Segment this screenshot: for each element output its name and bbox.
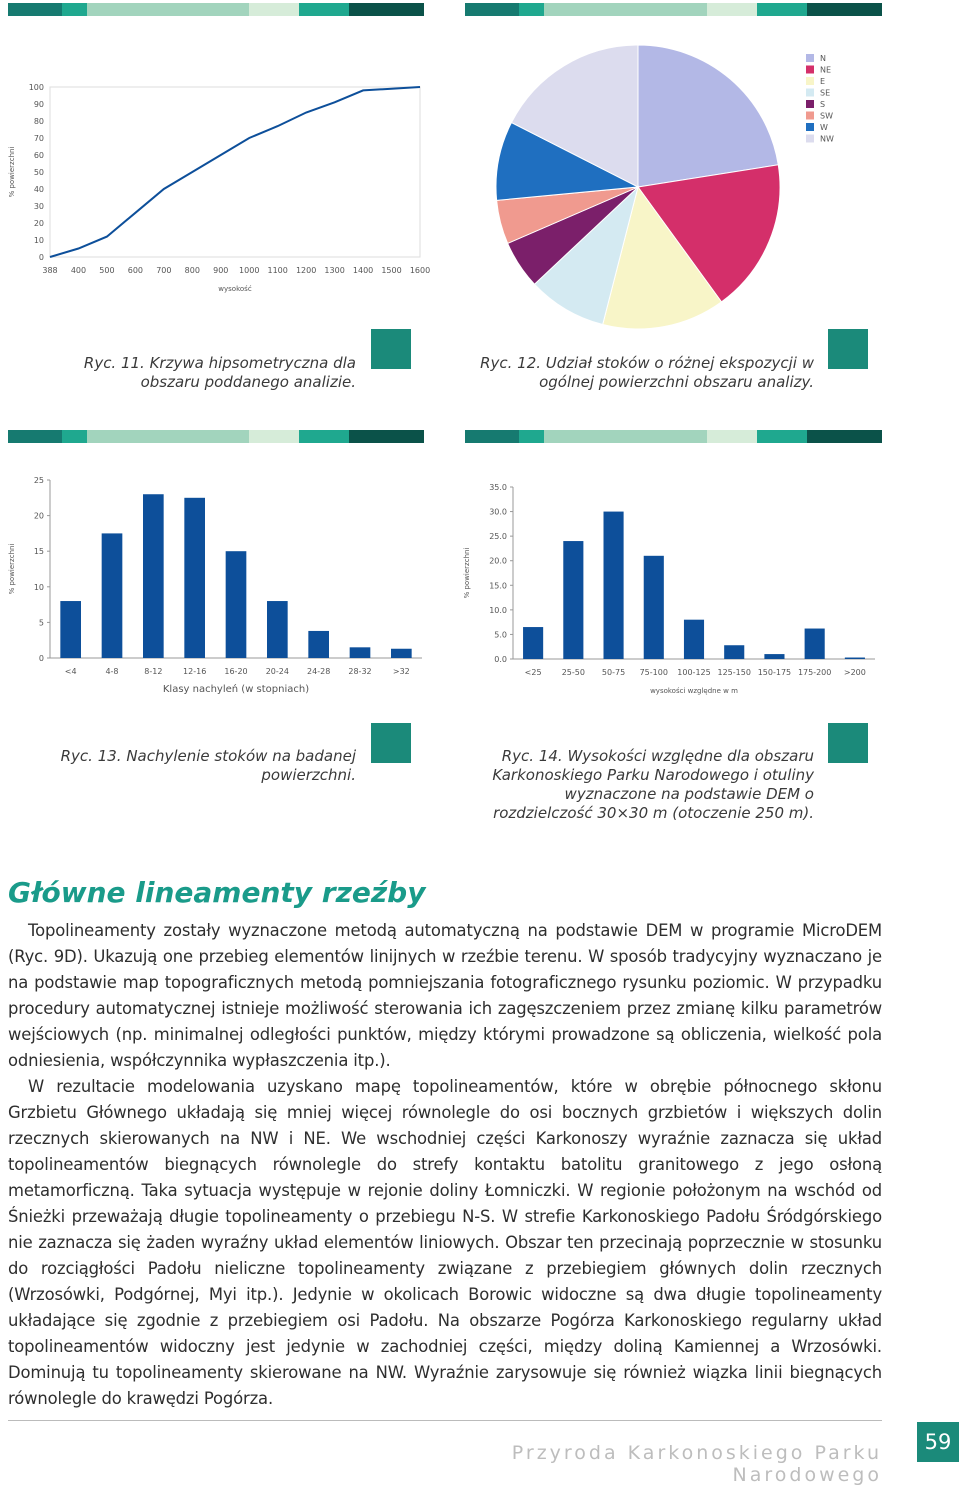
strip-segment xyxy=(465,430,519,443)
y-tick-label: 25.0 xyxy=(489,532,507,542)
strip-segment xyxy=(519,430,544,443)
x-axis-label: wysokość xyxy=(218,285,252,293)
fig13-caption: Ryc. 13. Nachylenie stoków na badanej powierzchni. xyxy=(60,747,356,784)
x-tick-label: 24-28 xyxy=(307,667,331,676)
x-tick-label: 1600 xyxy=(409,266,431,275)
y-tick-label: 0 xyxy=(38,654,44,663)
legend-label: SW xyxy=(820,111,833,121)
fig11-chart xyxy=(0,70,440,310)
x-tick-label: 1000 xyxy=(239,266,260,275)
y-tick-label: 40 xyxy=(33,185,44,194)
fig12-caption: Ryc. 12. Udział stoków o różnej ekspozycji w ogólnej powierzchni obszaru analizy. xyxy=(480,354,814,391)
y-tick-label: 15.0 xyxy=(489,581,507,591)
top-left-strip xyxy=(8,3,424,16)
fig14-square xyxy=(828,723,868,763)
legend-label: SE xyxy=(820,88,831,98)
strip-segment xyxy=(8,430,62,443)
fig12-chart xyxy=(490,40,850,335)
y-tick-label: 10 xyxy=(33,582,44,592)
strip-segment xyxy=(8,3,62,16)
paragraph-2: W rezultacie modelowania uzyskano mapę topolineamentów, które w obrębie północnego skłonu Grzbietu Głównego układają się mniej więcej równolegle do osi bocznych grzbietów i większych dolin rzecznych skierowanych na NW i NE. We wschodniej części Karkonoszy wyraźnie zaznacza się układ topolineamentów biegnących równolegle do strefy kontaktu batolitu granitowego z jego osłoną metamorficzną. Taka sytuacja występuje w rejonie doliny Łomniczki. W regionie położonym na wschód od Śnieżki przeważają długie topolineamenty o przebiegu N-S. W strefie Karkonoskiego Padołu Śródgórskiego nie zaznacza się żaden wyraźny układ elementów liniowych. Obszar ten przecinają poprzecznie w stosunku do rozciągłości Padołu nieliczne topolineamenty związane z przebiegiem głównych dolin rzecznych (Wrzosówki, Podgórnej, Myi itp.). Jedynie w okolicach Borowic widoczne są dwa długie topolineamenty układające się zgodnie z przebiegiem osi Padołu. Na obszarze Pogórza Karkonoskiego regularny układ topolineamentów widoczny jest jedynie w zachodniej części, między doliną Kamiennej a Wrzosówki. Dominują tu topolineamenty skierowane na NW. Wyraźnie zarysowuje się również wiązka linii biegnących równolegle do krawędzi Pogórza. xyxy=(8,1077,882,1408)
x-tick-label: 8-12 xyxy=(144,667,163,676)
x-tick-label: 100-125 xyxy=(677,668,711,677)
x-tick-label: <4 xyxy=(64,667,77,676)
y-tick-label: 0.0 xyxy=(494,655,507,664)
y-tick-label: 25 xyxy=(33,476,44,485)
x-tick-label: 700 xyxy=(156,266,172,275)
pie-slice-n xyxy=(638,45,778,187)
bar-5 xyxy=(267,601,288,658)
x-tick-label: 75-100 xyxy=(639,668,668,677)
y-tick-label: 15 xyxy=(33,547,44,557)
x-tick-label: 175-200 xyxy=(797,668,832,677)
strip-segment xyxy=(544,430,707,443)
strip-segment xyxy=(299,3,349,16)
y-tick-label: 100 xyxy=(28,83,44,92)
x-tick-label: 1500 xyxy=(381,266,402,275)
strip-segment xyxy=(519,3,544,16)
bar-5 xyxy=(724,645,744,659)
y-tick-label: 5 xyxy=(38,618,44,628)
top-right-strip xyxy=(465,3,882,16)
y-tick-label: 70 xyxy=(33,134,44,143)
x-tick-label: >200 xyxy=(843,668,866,677)
fig13-square xyxy=(371,723,411,763)
x-tick-label: 25-50 xyxy=(561,668,585,677)
bar-6 xyxy=(764,654,784,659)
y-tick-label: 5.0 xyxy=(494,630,507,640)
x-tick-label: 400 xyxy=(70,266,87,275)
bar-2 xyxy=(604,512,624,659)
mid-left-strip xyxy=(8,430,424,443)
bar-1 xyxy=(563,541,583,659)
legend-swatch xyxy=(806,89,814,97)
x-tick-label: 16-20 xyxy=(224,667,248,676)
legend-swatch xyxy=(806,66,814,74)
legend-label: NE xyxy=(820,65,832,75)
strip-segment xyxy=(465,3,519,16)
x-tick-label: 800 xyxy=(184,266,200,275)
x-tick-label: >32 xyxy=(392,667,410,676)
y-tick-label: 30 xyxy=(33,202,44,211)
paragraph-1: Topolineamenty zostały wyznaczone metodą automatyczną na podstawie DEM w programie MicroDEM (Ryc. 9D). Ukazują one przebieg elementów linijnych w rzeźbie terenu. W sposób tradycyjny wyznaczano je na podstawie map topograficznych metodą pomniejszania fotograficznego rysunku poziomic. W przypadku procedury automatycznej istnieje możliwość sterowania ich zagęszczeniem przez zmianę kilku parametrów wejściowych (np. minimalnej odległości punktów, między którymi prowadzone są obliczenia, wielkość pola odniesienia, współczynnika wypłaszczenia itp.). xyxy=(8,921,882,1070)
legend-label: N xyxy=(820,54,826,63)
bar-4 xyxy=(226,551,247,658)
x-tick-label: 600 xyxy=(127,266,144,275)
bar-7 xyxy=(350,647,371,658)
bar-8 xyxy=(845,658,865,659)
y-tick-label: 50 xyxy=(33,168,44,177)
fig12-square xyxy=(828,329,868,369)
y-tick-label: 10.0 xyxy=(489,605,507,615)
footer-title: Przyroda Karkonoskiego Parku Narodowego xyxy=(511,1442,882,1486)
strip-segment xyxy=(807,430,882,443)
y-tick-label: 20 xyxy=(33,511,44,521)
x-axis-label: Klasy nachyleń (w stopniach) xyxy=(162,684,310,695)
strip-segment xyxy=(707,430,757,443)
x-tick-label: 125-150 xyxy=(717,668,751,677)
fig11-square xyxy=(371,329,411,369)
strip-segment xyxy=(87,3,249,16)
legend-label: W xyxy=(820,123,828,132)
hypsometric-line xyxy=(50,87,420,257)
strip-segment xyxy=(807,3,882,16)
bar-0 xyxy=(60,601,81,658)
x-tick-label: 20-24 xyxy=(265,667,289,676)
plot-frame xyxy=(50,87,420,257)
y-tick-label: 20.0 xyxy=(489,556,507,566)
y-tick-label: 35.0 xyxy=(489,483,507,492)
section-heading: Główne lineamenty rzeźby xyxy=(8,876,426,909)
y-tick-label: 20 xyxy=(33,219,44,228)
strip-segment xyxy=(87,430,249,443)
x-tick-label: 388 xyxy=(42,266,58,275)
y-tick-label: 30.0 xyxy=(489,507,507,517)
legend-label: S xyxy=(820,100,826,109)
x-tick-label: 900 xyxy=(213,266,229,275)
legend-swatch xyxy=(806,123,814,131)
y-tick-label: 90 xyxy=(33,100,44,109)
fig14-caption: Ryc. 14. Wysokości względne dla obszaru Karkonoskiego Parku Narodowego i otuliny wyznaczone na podstawie DEM o rozdzielczość 30×30 m (otoczenie 250 m). xyxy=(492,747,814,822)
x-axis-label: wysokości względne w m xyxy=(650,687,738,695)
x-tick-label: 150-175 xyxy=(757,668,792,677)
page-number: 59 xyxy=(917,1422,959,1462)
x-tick-label: 1300 xyxy=(324,266,345,275)
bar-7 xyxy=(805,629,825,659)
fig11-caption: Ryc. 11. Krzywa hipsometryczna dla obszaru poddanego analizie. xyxy=(83,354,356,391)
y-tick-label: 10 xyxy=(33,236,44,245)
fig14-chart xyxy=(455,475,885,700)
y-tick-label: 60 xyxy=(33,151,44,160)
legend-swatch xyxy=(806,135,814,143)
y-axis-label: % powierzchni xyxy=(8,543,16,595)
x-tick-label: 500 xyxy=(99,266,115,275)
legend-swatch xyxy=(806,54,814,62)
x-tick-label: 28-32 xyxy=(348,667,372,676)
x-tick-label: 50-75 xyxy=(601,668,626,677)
strip-segment xyxy=(299,430,349,443)
x-tick-label: 12-16 xyxy=(183,667,207,676)
strip-segment xyxy=(544,3,707,16)
y-axis-label: % powierzchni xyxy=(8,146,16,198)
mid-right-strip xyxy=(465,430,882,443)
fig13-chart xyxy=(0,468,440,703)
strip-segment xyxy=(249,3,299,16)
legend-label: E xyxy=(820,77,826,86)
x-tick-label: 1400 xyxy=(352,266,374,275)
y-tick-label: 0 xyxy=(38,253,44,262)
x-tick-label: <25 xyxy=(524,668,542,677)
legend-label: NW xyxy=(820,134,834,144)
bar-3 xyxy=(184,498,205,658)
bar-8 xyxy=(391,649,412,658)
strip-segment xyxy=(249,430,299,443)
x-tick-label: 1200 xyxy=(295,266,317,275)
strip-segment xyxy=(349,3,424,16)
strip-segment xyxy=(62,3,87,16)
legend-swatch xyxy=(806,100,814,108)
y-tick-label: 80 xyxy=(33,117,44,126)
x-tick-label: 1100 xyxy=(267,266,288,275)
strip-segment xyxy=(757,430,807,443)
bar-2 xyxy=(143,494,164,658)
bar-0 xyxy=(523,627,543,659)
bar-1 xyxy=(102,533,123,658)
bar-3 xyxy=(644,556,664,659)
legend-swatch xyxy=(806,112,814,120)
strip-segment xyxy=(757,3,807,16)
legend-swatch xyxy=(806,77,814,85)
strip-segment xyxy=(62,430,87,443)
y-axis-label: % powierzchni xyxy=(463,547,471,599)
bar-4 xyxy=(684,620,704,659)
strip-segment xyxy=(349,430,424,443)
body-text xyxy=(8,918,882,1412)
x-tick-label: 4-8 xyxy=(105,667,119,676)
bar-6 xyxy=(308,631,329,658)
footer-divider xyxy=(8,1420,882,1421)
strip-segment xyxy=(707,3,757,16)
